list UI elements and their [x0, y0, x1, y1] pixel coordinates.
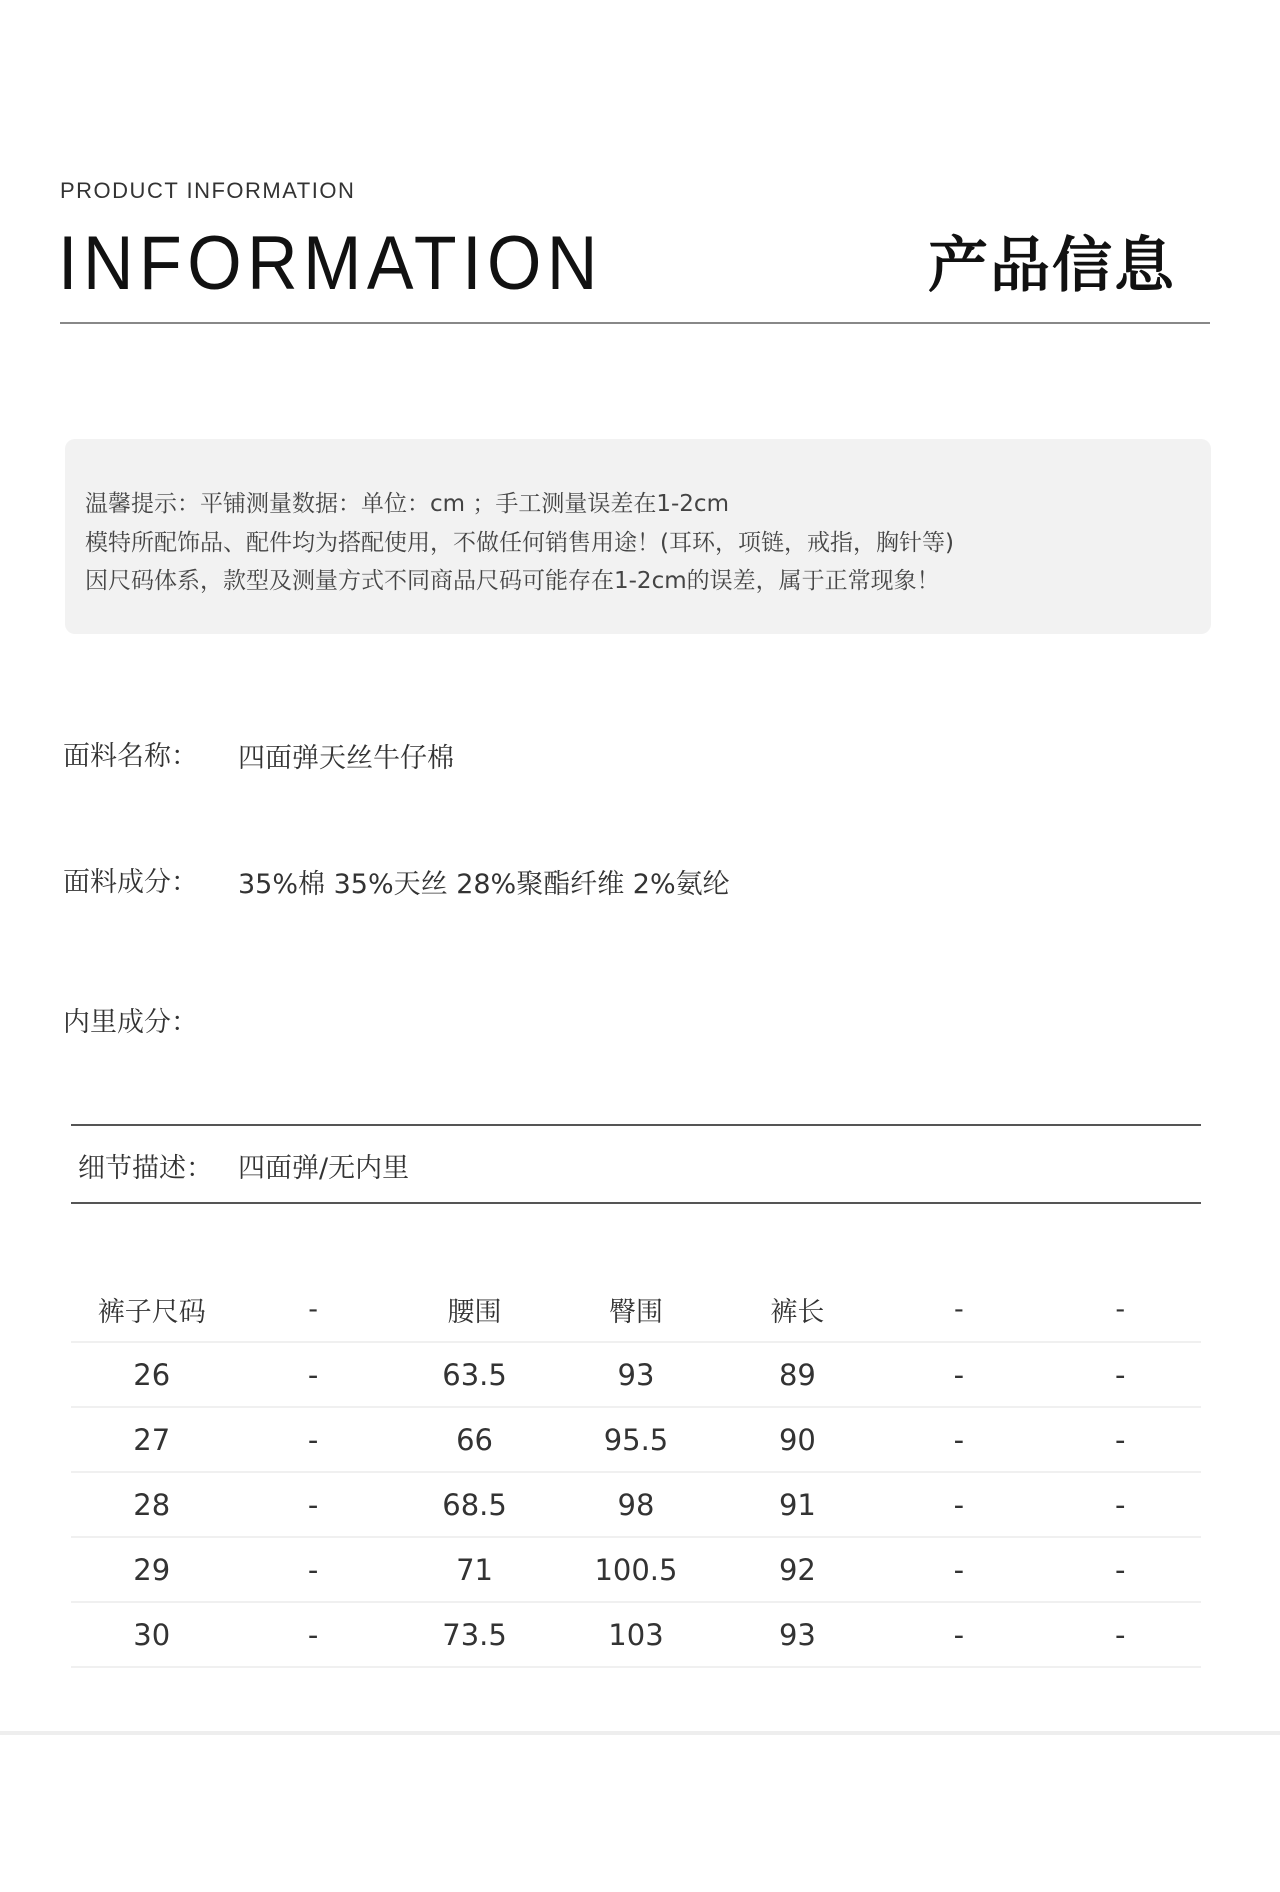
notice-line: 模特所配饰品、配件均为搭配使用，不做任何销售用途！(耳环，项链，戒指，胸针等)	[85, 530, 954, 556]
table-cell: -	[878, 1537, 1039, 1602]
table-row	[71, 1342, 1201, 1407]
table-cell: 30	[71, 1602, 232, 1667]
table-cell: 71	[394, 1537, 555, 1602]
table-cell: 95.5	[555, 1407, 716, 1472]
table-cell: -	[232, 1407, 393, 1472]
lining-composition-label: 内里成分：	[63, 1007, 198, 1038]
table-cell: -	[878, 1472, 1039, 1537]
table-cell: 68.5	[394, 1472, 555, 1537]
table-header-cell: 臀围	[555, 1278, 716, 1342]
bottom-divider	[0, 1731, 1280, 1735]
table-cell: 26	[71, 1342, 232, 1407]
table-cell: 93	[717, 1602, 878, 1667]
detail-top-divider	[71, 1124, 1201, 1126]
table-header-cell: -	[878, 1278, 1039, 1342]
table-header-row	[71, 1278, 1201, 1342]
table-cell: 63.5	[394, 1342, 555, 1407]
detail-label: 细节描述：	[78, 1153, 213, 1184]
table-header-cell: 腰围	[394, 1278, 555, 1342]
table-cell: -	[1040, 1407, 1201, 1472]
notice-line: 因尺码体系，款型及测量方式不同商品尺码可能存在1-2cm的误差，属于正常现象！	[85, 568, 940, 594]
table-row	[71, 1537, 1201, 1602]
table-cell: 27	[71, 1407, 232, 1472]
table-cell: -	[1040, 1537, 1201, 1602]
fabric-composition-label: 面料成分：	[63, 867, 198, 898]
notice-line: 温馨提示：平铺测量数据：单位：cm ；手工测量误差在1-2cm	[85, 491, 729, 517]
table-cell: 93	[555, 1342, 716, 1407]
table-cell: -	[878, 1342, 1039, 1407]
table-cell: -	[878, 1602, 1039, 1667]
table-header-cell: -	[232, 1278, 393, 1342]
table-cell: 73.5	[394, 1602, 555, 1667]
table-cell: -	[232, 1472, 393, 1537]
table-cell: 29	[71, 1537, 232, 1602]
table-cell: 103	[555, 1602, 716, 1667]
table-cell: 28	[71, 1472, 232, 1537]
table-cell: -	[1040, 1472, 1201, 1537]
fabric-name-label: 面料名称：	[63, 741, 198, 772]
detail-value: 四面弹/无内里	[238, 1153, 410, 1184]
table-row	[71, 1602, 1201, 1667]
table-cell: 100.5	[555, 1537, 716, 1602]
table-cell: -	[1040, 1602, 1201, 1667]
table-cell: 89	[717, 1342, 878, 1407]
table-header-cell: -	[1040, 1278, 1201, 1342]
table-cell: -	[232, 1342, 393, 1407]
section-title: INFORMATION	[58, 221, 603, 306]
size-table	[71, 1278, 1201, 1668]
table-row	[71, 1472, 1201, 1537]
notice-box	[65, 439, 1211, 634]
fabric-name-value: 四面弹天丝牛仔棉	[238, 743, 454, 774]
table-cell: -	[232, 1537, 393, 1602]
table-cell: 92	[717, 1537, 878, 1602]
table-header-cell: 裤子尺码	[71, 1278, 232, 1342]
table-cell: 66	[394, 1407, 555, 1472]
detail-bottom-divider	[71, 1202, 1201, 1204]
table-header-cell: 裤长	[717, 1278, 878, 1342]
header-divider	[60, 322, 1210, 324]
section-subtitle: PRODUCT INFORMATION	[60, 178, 356, 203]
table-cell: 90	[717, 1407, 878, 1472]
table-cell: -	[878, 1407, 1039, 1472]
fabric-composition-value: 35%棉 35%天丝 28%聚酯纤维 2%氨纶	[238, 869, 730, 900]
table-cell: 91	[717, 1472, 878, 1537]
table-cell: -	[232, 1602, 393, 1667]
section-title-cn: 产品信息	[928, 231, 1176, 301]
table-row	[71, 1407, 1201, 1472]
table-cell: 98	[555, 1472, 716, 1537]
table-cell: -	[1040, 1342, 1201, 1407]
